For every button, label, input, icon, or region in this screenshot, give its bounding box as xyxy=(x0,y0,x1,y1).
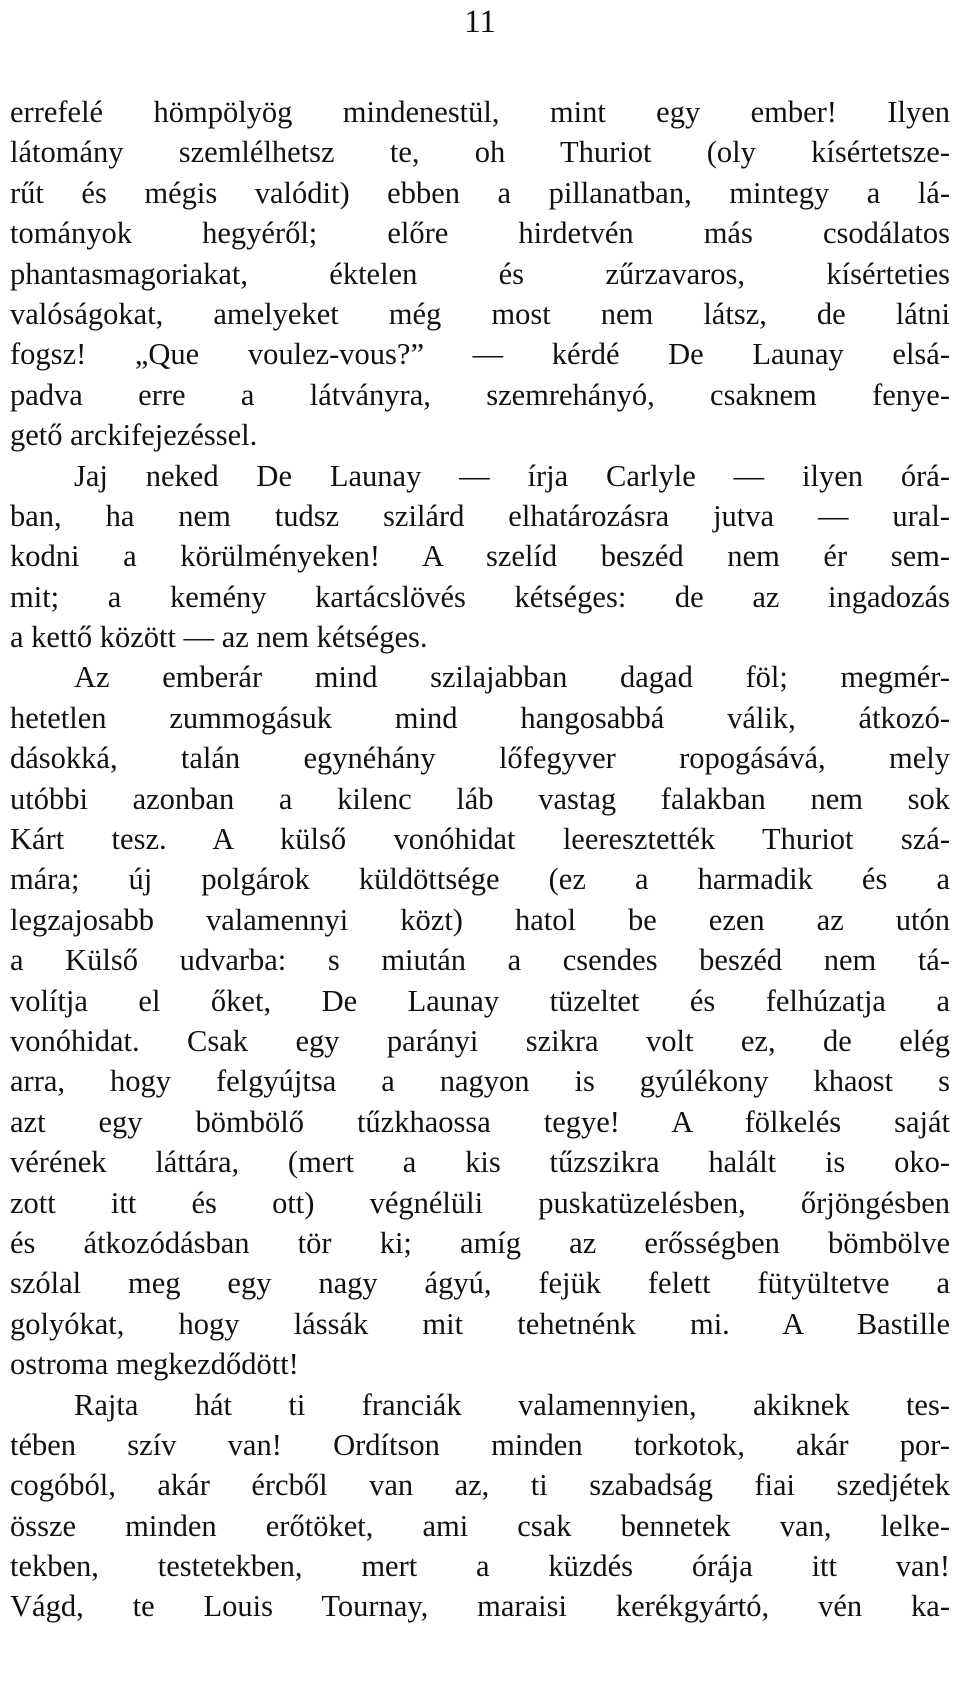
text-line: szólal meg egy nagy ágyú, fejük felett fütyültetve a xyxy=(10,1266,950,1301)
text-line: mit; a kemény kartácslövés kétséges: de az ingadozás xyxy=(10,579,950,614)
text-line: hetetlen zummogásuk mind hangosabbá válik, átkozó- xyxy=(10,700,950,735)
text-line: azt egy bömbölő tűzkhaossa tegye! A fölkelés saját xyxy=(10,1104,950,1139)
text-line: a Külső udvarba: s miután a csendes beszéd nem tá- xyxy=(10,943,950,978)
text-line: zott itt és ott) végnélüli puskatüzelésben, őrjöngésben xyxy=(10,1185,950,1220)
text-line: a kettő között — az nem kétséges. xyxy=(10,620,428,655)
text-line: Vágd, te Louis Tournay, maraisi kerékgyártó, vén ka- xyxy=(10,1589,950,1624)
text-line: kodni a körülményeken! A szelíd beszéd nem ér sem- xyxy=(10,539,950,574)
text-line: Rajta hát ti franciák valamennyien, akiknek tes- xyxy=(74,1387,950,1422)
text-line: és átkozódásban tör ki; amíg az erősségben bömbölve xyxy=(10,1225,950,1260)
text-line: phantasmagoriakat, éktelen és zűrzavaros, kísérteties xyxy=(10,256,950,291)
text-line: ban, ha nem tudsz szilárd elhatározásra jutva — ural- xyxy=(10,498,950,533)
text-line: tekben, testetekben, mert a küzdés órája itt van! xyxy=(10,1549,950,1584)
text-line: látomány szemlélhetsz te, oh Thuriot (oly kísértetsze- xyxy=(10,135,950,170)
text-line: Kárt tesz. A külső vonóhidat leeresztették Thuriot szá- xyxy=(10,822,950,857)
text-line: vonóhidat. Csak egy parányi szikra volt ez, de elég xyxy=(10,1023,950,1058)
text-line: fogsz! „Que voulez-vous?” — kérdé De Launay elsá- xyxy=(10,337,950,372)
text-line: dásokká, talán egynéhány lőfegyver ropogásává, mely xyxy=(10,741,950,776)
text-line: legzajosabb valamennyi közt) hatol be ezen az utón xyxy=(10,902,950,937)
text-line: tományok hegyéről; előre hirdetvén más csodálatos xyxy=(10,216,950,251)
text-line: utóbbi azonban a kilenc láb vastag falakban nem sok xyxy=(10,781,950,816)
text-line: padva erre a látványra, szemrehányó, csaknem fenye- xyxy=(10,377,950,412)
text-line: tében szív van! Ordítson minden torkotok, akár por- xyxy=(10,1427,950,1462)
text-line: arra, hogy felgyújtsa a nagyon is gyúlékony khaost s xyxy=(10,1064,950,1099)
text-line: ostroma megkezdődött! xyxy=(10,1347,299,1382)
text-line: volítja el őket, De Launay tüzeltet és felhúzatja a xyxy=(10,983,950,1018)
text-line: Jaj neked De Launay — írja Carlyle — ilyen órá- xyxy=(74,458,950,493)
text-line: vérének láttára, (mert a kis tűzszikra halált is oko- xyxy=(10,1145,950,1180)
text-line: gető arckifejezéssel. xyxy=(10,418,258,453)
text-line: össze minden erőtöket, ami csak bennetek van, lelke- xyxy=(10,1508,950,1543)
text-line: valóságokat, amelyeket még most nem látsz, de látni xyxy=(10,296,950,331)
text-line: golyókat, hogy lássák mit tehetnénk mi. A Bastille xyxy=(10,1306,950,1341)
page-number: 11 xyxy=(464,4,496,40)
text-line: errefelé hömpölyög mindenestül, mint egy ember! Ilyen xyxy=(10,95,950,129)
body-text xyxy=(10,92,950,1627)
text-line: cogóból, akár ércből van az, ti szabadság fiai szedjétek xyxy=(10,1468,950,1503)
text-line: mára; új polgárok küldöttsége (ez a harmadik és a xyxy=(10,862,950,897)
text-line: rűt és mégis valódit) ebben a pillanatban, mintegy a lá- xyxy=(10,175,950,210)
text-line: Az emberár mind szilajabban dagad föl; megmér- xyxy=(74,660,950,695)
